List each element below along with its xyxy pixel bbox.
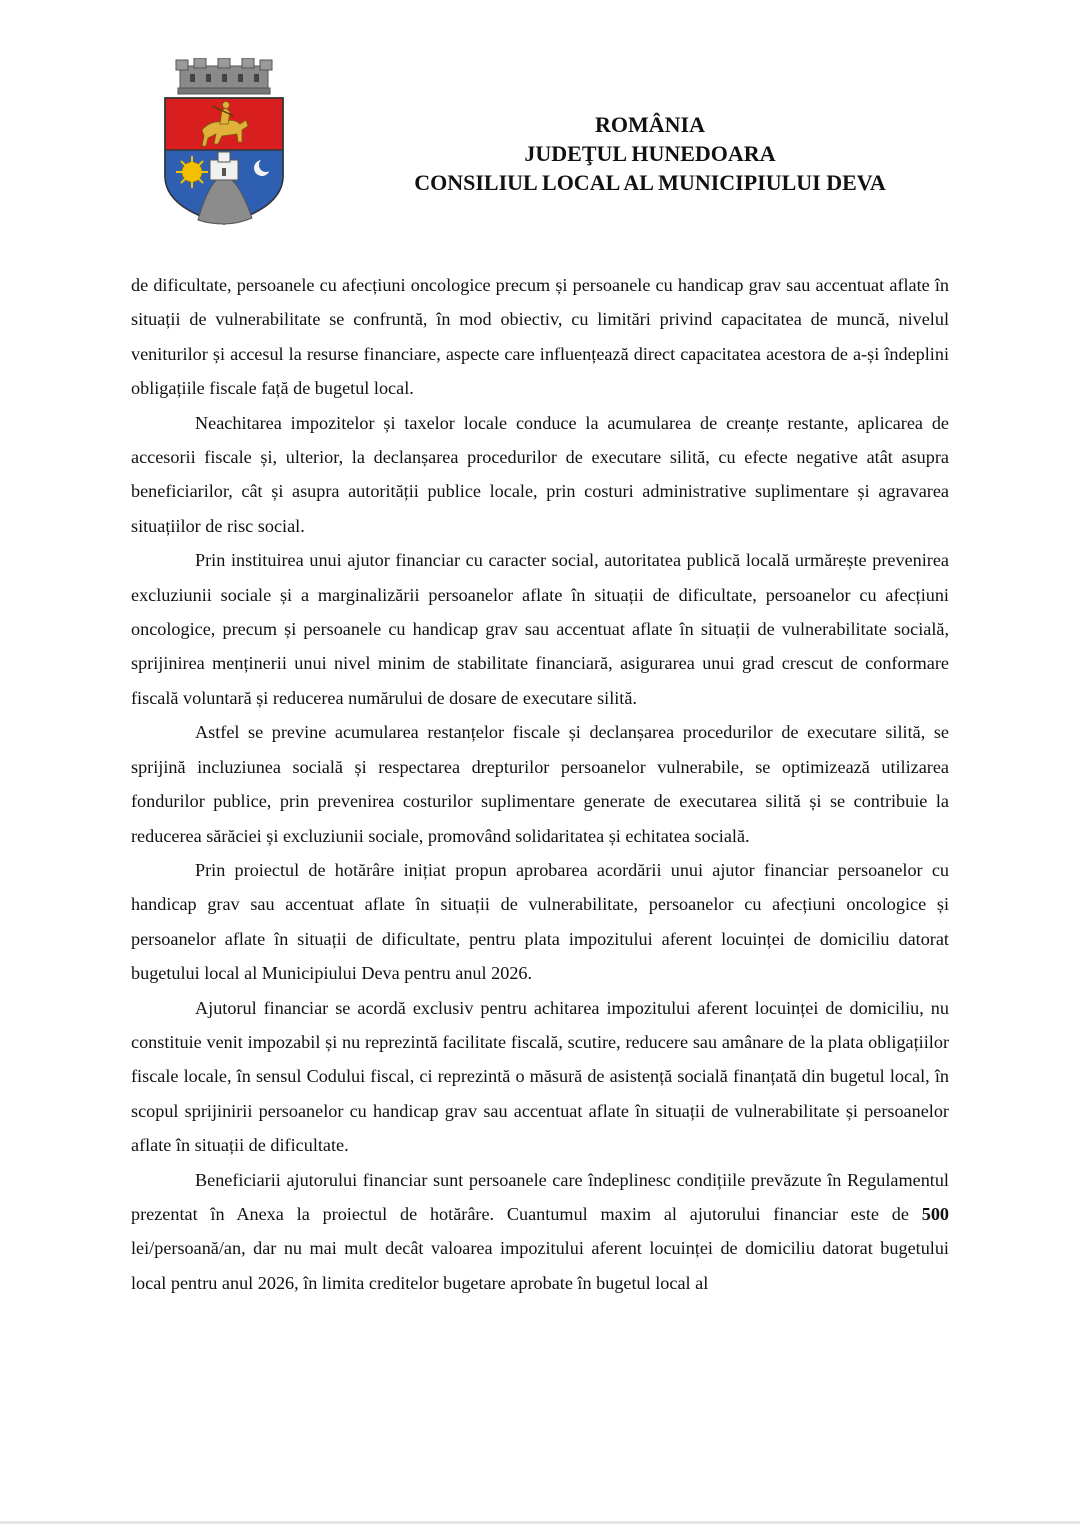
deva-coat-of-arms [162, 58, 286, 226]
paragraph: Neachitarea impozitelor și taxelor locale conduce la acumularea de creanțe restante, aplicarea de accesorii fiscale și, ulterior, la declanșarea procedurilor de executare silită, cu efecte negative atât asupra beneficiarilor, cât și asupra autorității publice locale, prin costuri administrative suplimentare și agravarea situațiilor de risc social. [131, 412, 949, 536]
paragraph: Prin instituirea unui ajutor financiar cu caracter social, autoritatea publică locală urmărește prevenirea excluziunii sociale și a marginalizării persoanelor aflate în situații de dificultate, persoanelor cu afecțiuni oncologice, precum și persoanele cu handicap grav sau accentuat aflate în situații de vulnerabilitate socială, sprijinirea menținerii unui nivel minim de stabilitate financiară, asigurarea unui grad crescut de conformare fiscală voluntară și reducerea numărului de dosare de executare silită. [131, 550, 949, 708]
paragraph-continuation: de dificultate, persoanele cu afecțiuni oncologice precum și persoanele cu handicap grav sau accentuat aflate în situații de vulnerabilitate se confruntă, în mod obiectiv, cu limitări privind capacitatea de muncă, nivelul veniturilor și accesul la resurse financiare, aspecte care influențează direct capacitatea acestora de a-și îndeplini obligațiile fiscale față de bugetul local. [131, 275, 949, 399]
header-country: ROMÂNIA [595, 112, 705, 137]
paragraph-amount [131, 1163, 949, 1301]
header-county: JUDEŢUL HUNEDOARA [524, 141, 776, 166]
document-header [360, 110, 940, 197]
mural-crown [176, 58, 272, 94]
paragraph: Astfel se previne acumularea restanțelor fiscale și declanșarea procedurilor de executare silită, se sprijină incluziunea socială și respectarea drepturilor persoanelor vulnerabile, se optimizează utilizarea fondurilor publice, prin prevenirea costurilor suplimentare generate de executarea silită și se contribuie la reducerea sărăciei și excluziunii sociale, promovând solidaritatea și echitatea socială. [131, 722, 949, 846]
amount-text-after: lei/persoană/an, dar nu mai mult decât valoarea impozitului aferent locuinței de domiciliu datorat bugetului local pentru anul 2026, în limita creditelor bugetare aprobate în bugetul local al [131, 1238, 949, 1293]
paragraph: Ajutorul financiar se acordă exclusiv pentru achitarea impozitului aferent locuinței de domiciliu, nu constituie venit impozabil și nu reprezintă facilitate fiscală, scutire, reducere sau amânare de la plata obligațiilor fiscale locale, în sensul Codului fiscal, ci reprezintă o măsură de asistență socială finanțată din bugetul local, în scopul sprijinirii persoanelor cu handicap grav sau accentuat aflate în situații de vulnerabilitate și persoanelor aflate în situații de dificultate. [131, 997, 949, 1156]
document-body [131, 268, 949, 1300]
amount-value: 500 [921, 1203, 949, 1224]
paragraph: Prin proiectul de hotărâre inițiat propun aprobarea acordării unui ajutor financiar persoanelor cu handicap grav sau accentuat aflate în situații de vulnerabilitate, persoanelor cu afecțiuni oncologice și persoanelor aflate în situații de dificultate, pentru plata impozitului aferent locuinței de domiciliu datorat bugetului local al Municipiului Deva pentru anul 2026. [131, 859, 949, 984]
header-council: CONSILIUL LOCAL AL MUNICIPIULUI DEVA [414, 170, 886, 195]
amount-text-before: Beneficiarii ajutorului financiar sunt persoanele care îndeplinesc condițiile prevăzute în Regulamentul prezentat în Anexa la proiectul de hotărâre. Cuantumul maxim al ajutorului financiar este de [131, 1169, 949, 1224]
